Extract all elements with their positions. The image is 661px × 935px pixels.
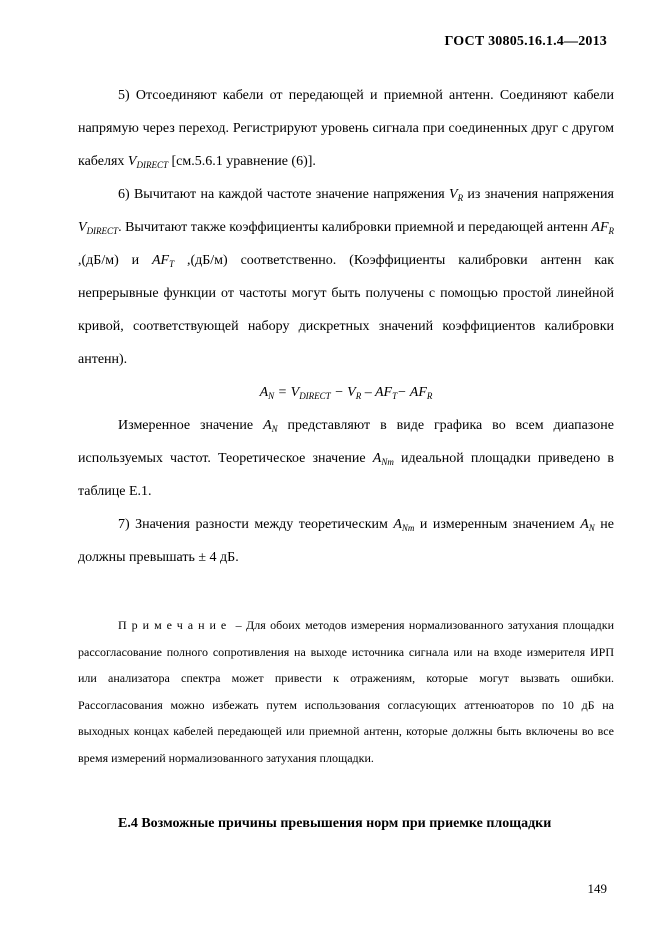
note-label: Примечание [118, 618, 232, 632]
symbol-a-nm: $A_{Nm}$ [372, 451, 394, 467]
paragraph-step-6: 6) Вычитают на каждой частоте значение напряжения $V_R$ из значения напряжения $V_{DIRECT}$. Вычитают также коэффициенты калибровки приемной и передающей антенн $AF_R$ ,(дБ/м) и $AF_T$ ,(дБ/м) соответственно. (Коэффициенты калибровки антенн как непрерывные функции от частоты могут быть получены с помощью простой линейной кривой, соответствующей набору дискретных значений коэффициентов калибровки антенн). [78, 187, 614, 367]
note-text: – Для обоих методов измерения нормализованного затухания площадки рассогласование полного сопротивления на выходе источника сигнала или на входе измерителя ИРП или анализатора спектра может привести к отражениям, которые могут вызвать ошибки. Рассогласования можно избежать путем использования согласующих аттенюаторов по 10 дБ на выходных концах кабелей передающей или приемной антенн, которые должны быть включены во все время измерений нормализованного затухания площадки. [78, 618, 614, 765]
paragraph-step-7: 7) Значения разности между теоретическим $A_{Nm}$ и измеренным значением $A_N$ не должны превышать ± 4 дБ. [78, 517, 614, 565]
document-code-header: ГОСТ 30805.16.1.4—2013 [444, 34, 607, 49]
paragraph-measured-value: Измеренное значение $A_N$ представляют в виде графика во всем диапазоне используемых частот. Теоретическое значение $A_{Nm}$ идеальной площадки приведено в таблице Е.1. [78, 418, 615, 499]
main-text [78, 79, 614, 574]
formula-an: $A_N = V_{DIRECT} - V_R - AF_T- AF_R$ [259, 385, 433, 401]
symbol-v-r: $V_R$ [449, 187, 464, 203]
symbol-af-r: $AF_R$ [591, 220, 614, 236]
section-heading: Е.4 Возможные причины превышения норм при приемке площадки [118, 816, 552, 831]
symbol-v-direct: $V_{DIRECT}$ [127, 154, 168, 170]
symbol-a-nm: $A_{Nm}$ [393, 517, 415, 533]
note-block [78, 612, 614, 771]
symbol-af-t: $AF_T$ [151, 253, 175, 269]
symbol-v-direct: $V_{DIRECT}$ [78, 220, 119, 236]
symbol-a-n: $A_N$ [580, 517, 595, 533]
symbol-a-n: $A_N$ [263, 418, 278, 434]
paragraph-step-5: 5) Отсоединяют кабели от передающей и приемной антенн. Соединяют кабели напрямую через переход. Регистрируют уровень сигнала при соединенных друг с другом кабелях $V_{DIRECT}$ [см.5.6.1 уравнение (6)]. [78, 88, 614, 170]
page-number: 149 [587, 881, 607, 896]
